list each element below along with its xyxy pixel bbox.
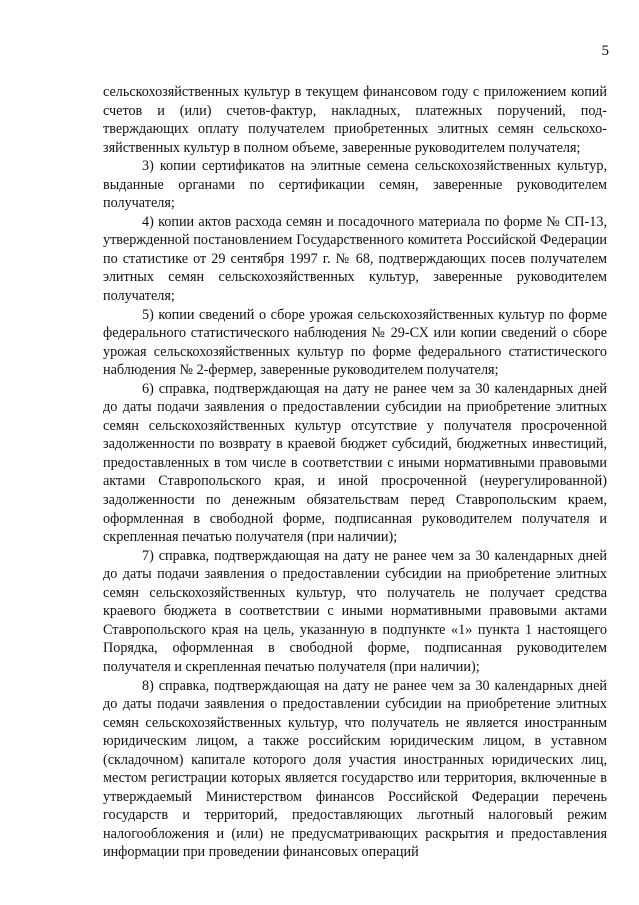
page-number: 5	[601, 43, 609, 59]
paragraph-item-4: 4) копии актов расхода семян и посадочного материала по форме № СП-13, утвержденной постановлением Государственного комитета Российской Федерации по статистике от 29 сентября 1997 г. № 68, подтверждающих посев получателем элитных семян сельскохозяйственных культур, заверенные руководителем получателя;	[103, 213, 607, 305]
paragraph-item-6: 6) справка, подтверждающая на дату не ранее чем за 30 календарных дней до даты подачи заявления о предоставлении субсидии на приобретение элитных семян сельскохозяйственных культур отсутствие у получателя просроченной задолженности по возврату в краевой бюджет субсидий, бюджетных инвестиций, предоставленных в том числе в соответствии с иными нормативными правовыми актами Ставропольского края, и иной просроченной (неурегулированной) задолженности по денежным обязательствам перед Ставропольским краем, оформленная в свободной форме, подписанная руководителем получателя и скрепленная печатью получателя (при наличии);	[103, 380, 607, 546]
paragraph-item-8: 8) справка, подтверждающая на дату не ранее чем за 30 календарных дней до даты подачи заявления о предоставлении субсидии на приобретение элитных семян сельскохозяйственных культур, что получатель не является иностранным юридическим лицом, а также российским юридическим лицом, в уставном (складочном) капитале которого доля участия иностранных юридических лиц, местом регистрации которых является государство или территория, включенные в утверждаемый Министерством финансов Российской Федерации перечень государств и территорий, предоставляющих льготный налоговый режим налогообложения и (или) не предусматривающих раскрытия и предоставления информации при проведении финансовых операций	[103, 677, 607, 861]
paragraph-continuation: сельскохозяйственных культур в текущем финансовом году с приложением копий счетов и (или) счетов-фактур, накладных, платежных поручений, подтверждающих оплату получателем приобретенных элитных семян сельскохозяйственных культур в полном объеме, заверенные руководителем получателя;	[103, 84, 607, 156]
paragraph-item-5: 5) копии сведений о сборе урожая сельскохозяйственных культур по форме федерального статистического наблюдения № 29-СХ или копии сведений о сборе урожая сельскохозяйственных культур по форме федерального статистического наблюдения № 2-фермер, заверенные руководителем получателя;	[103, 306, 607, 379]
paragraph-item-3: 3) копии сертификатов на элитные семена сельскохозяйственных культур, выданные органами по сертификации семян, заверенные руководителем получателя;	[103, 158, 607, 212]
paragraph-item-7: 7) справка, подтверждающая на дату не ранее чем за 30 календарных дней до даты подачи заявления о предоставлении субсидии на приобретение элитных семян сельскохозяйственных культур, что получатель не получает средства краевого бюджета в соответствии с иными нормативными правовыми актами Ставропольского края на цель, указанную в подпункте «1» пункта 1 настоящего Порядка, оформленная в свободной форме, подписанная руководителем получателя и скрепленная печатью получателя (при наличии);	[103, 547, 607, 675]
document-body	[103, 83, 607, 862]
